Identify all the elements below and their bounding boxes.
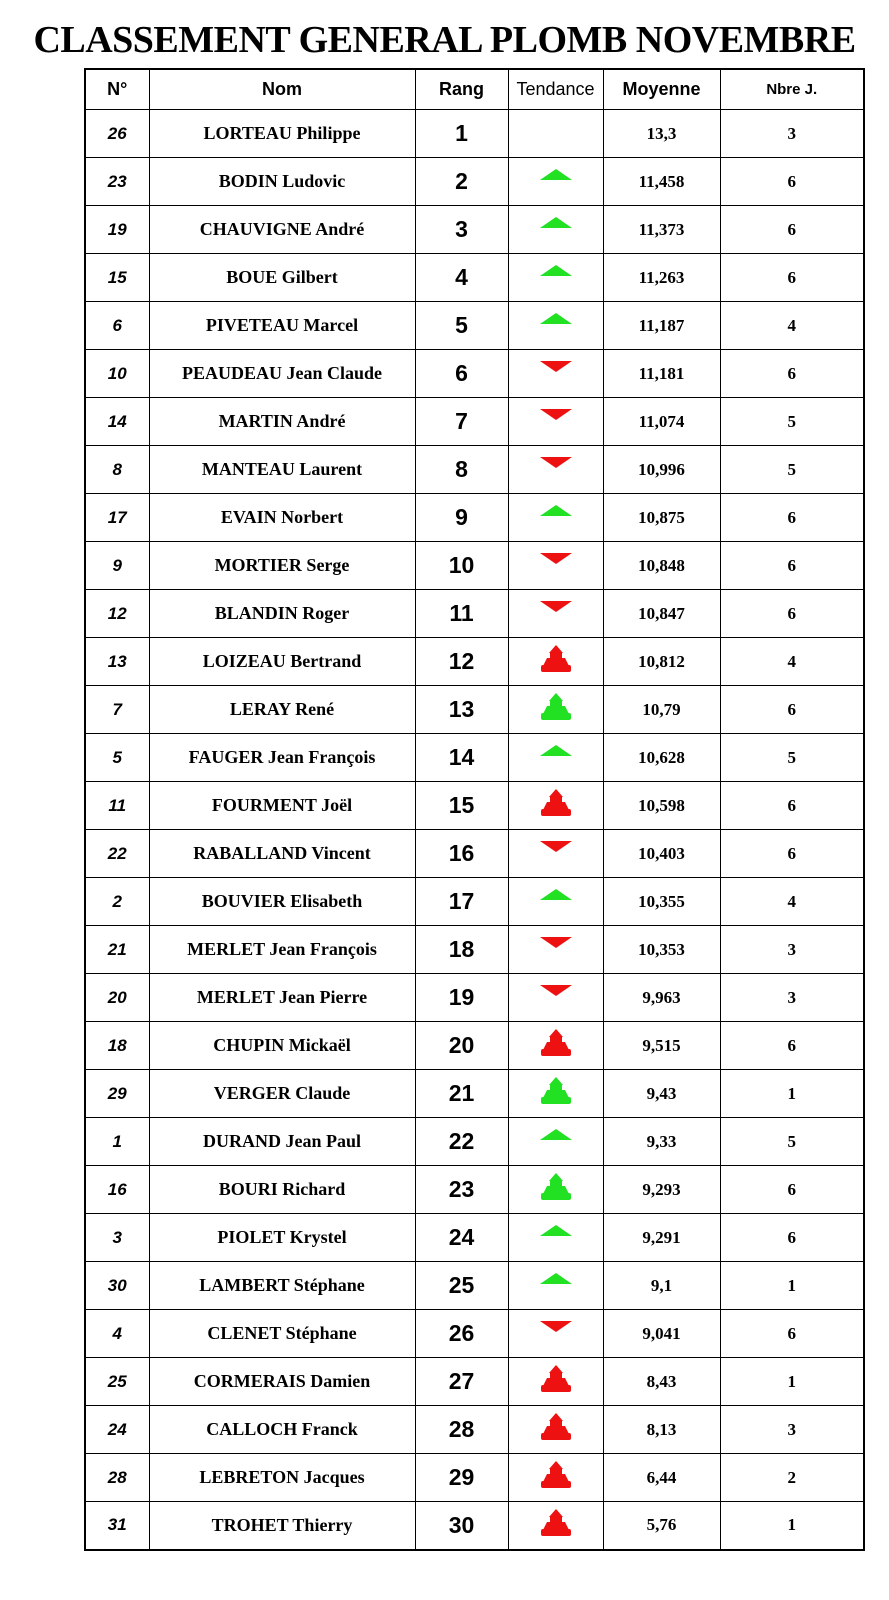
up-arrow-icon (537, 260, 575, 290)
cell-nom: DURAND Jean Paul (149, 1118, 415, 1166)
cell-rang: 21 (415, 1070, 508, 1118)
cell-num: 16 (85, 1166, 149, 1214)
cell-moyenne: 10,847 (603, 590, 720, 638)
cell-nbre: 6 (720, 1310, 864, 1358)
cell-nom: CLENET Stéphane (149, 1310, 415, 1358)
cell-nom: MARTIN André (149, 398, 415, 446)
cell-nbre: 5 (720, 734, 864, 782)
cell-tendance (508, 398, 603, 446)
cell-nbre: 1 (720, 1070, 864, 1118)
cell-rang: 12 (415, 638, 508, 686)
cell-tendance (508, 302, 603, 350)
cell-nom: LAMBERT Stéphane (149, 1262, 415, 1310)
cell-nbre: 5 (720, 398, 864, 446)
cell-num: 13 (85, 638, 149, 686)
cell-rang: 24 (415, 1214, 508, 1262)
table-row (85, 926, 864, 974)
cell-nbre: 6 (720, 782, 864, 830)
table-row (85, 158, 864, 206)
table-row (85, 734, 864, 782)
cell-rang: 4 (415, 254, 508, 302)
cell-nom: MERLET Jean François (149, 926, 415, 974)
down-arrow-icon (537, 1316, 575, 1346)
cell-moyenne: 10,353 (603, 926, 720, 974)
cell-moyenne: 11,187 (603, 302, 720, 350)
cell-num: 5 (85, 734, 149, 782)
big-up-icon (537, 692, 575, 722)
cell-nbre: 6 (720, 590, 864, 638)
down-arrow-icon (537, 836, 575, 866)
cell-rang: 17 (415, 878, 508, 926)
big-down-icon (537, 1508, 575, 1538)
cell-num: 22 (85, 830, 149, 878)
cell-nbre: 1 (720, 1358, 864, 1406)
cell-nom: RABALLAND Vincent (149, 830, 415, 878)
cell-rang: 23 (415, 1166, 508, 1214)
cell-num: 2 (85, 878, 149, 926)
cell-rang: 15 (415, 782, 508, 830)
big-down-icon (537, 1028, 575, 1058)
cell-nom: EVAIN Norbert (149, 494, 415, 542)
cell-rang: 20 (415, 1022, 508, 1070)
cell-rang: 22 (415, 1118, 508, 1166)
cell-nbre: 6 (720, 1214, 864, 1262)
cell-nom: CHAUVIGNE André (149, 206, 415, 254)
cell-moyenne: 9,33 (603, 1118, 720, 1166)
header-row (85, 69, 864, 110)
big-up-icon (537, 1172, 575, 1202)
header-nbre: Nbre J. (720, 69, 864, 110)
cell-moyenne: 10,628 (603, 734, 720, 782)
cell-tendance (508, 1166, 603, 1214)
down-arrow-icon (537, 404, 575, 434)
cell-num: 7 (85, 686, 149, 734)
cell-nom: PIVETEAU Marcel (149, 302, 415, 350)
up-arrow-icon (537, 740, 575, 770)
cell-tendance (508, 878, 603, 926)
table-row (85, 206, 864, 254)
cell-nom: LERAY René (149, 686, 415, 734)
cell-tendance (508, 110, 603, 158)
cell-moyenne: 11,074 (603, 398, 720, 446)
table-row (85, 1502, 864, 1550)
table-row (85, 1406, 864, 1454)
cell-moyenne: 5,76 (603, 1502, 720, 1550)
big-up-icon (537, 1076, 575, 1106)
table-row (85, 1310, 864, 1358)
cell-rang: 19 (415, 974, 508, 1022)
up-arrow-icon (537, 1268, 575, 1298)
header-nom: Nom (149, 69, 415, 110)
table-row (85, 1118, 864, 1166)
cell-nbre: 6 (720, 350, 864, 398)
down-arrow-icon (537, 548, 575, 578)
cell-nom: LORTEAU Philippe (149, 110, 415, 158)
cell-nom: MERLET Jean Pierre (149, 974, 415, 1022)
cell-nbre: 5 (720, 446, 864, 494)
cell-nom: LEBRETON Jacques (149, 1454, 415, 1502)
header-moyenne: Moyenne (603, 69, 720, 110)
cell-num: 12 (85, 590, 149, 638)
down-arrow-icon (537, 980, 575, 1010)
cell-tendance (508, 542, 603, 590)
cell-num: 9 (85, 542, 149, 590)
cell-nom: VERGER Claude (149, 1070, 415, 1118)
cell-nom: CORMERAIS Damien (149, 1358, 415, 1406)
cell-rang: 18 (415, 926, 508, 974)
cell-nbre: 3 (720, 974, 864, 1022)
table-row (85, 782, 864, 830)
cell-rang: 2 (415, 158, 508, 206)
cell-tendance (508, 1406, 603, 1454)
cell-moyenne: 11,181 (603, 350, 720, 398)
cell-num: 21 (85, 926, 149, 974)
cell-tendance (508, 1118, 603, 1166)
cell-tendance (508, 830, 603, 878)
cell-rang: 6 (415, 350, 508, 398)
down-arrow-icon (537, 932, 575, 962)
cell-rang: 11 (415, 590, 508, 638)
cell-num: 8 (85, 446, 149, 494)
cell-nom: BOURI Richard (149, 1166, 415, 1214)
table-row (85, 1454, 864, 1502)
cell-rang: 10 (415, 542, 508, 590)
cell-rang: 1 (415, 110, 508, 158)
cell-num: 4 (85, 1310, 149, 1358)
cell-nom: TROHET Thierry (149, 1502, 415, 1550)
down-arrow-icon (537, 452, 575, 482)
cell-tendance (508, 1022, 603, 1070)
table-row (85, 1070, 864, 1118)
cell-tendance (508, 686, 603, 734)
down-arrow-icon (537, 356, 575, 386)
cell-nom: MORTIER Serge (149, 542, 415, 590)
cell-num: 19 (85, 206, 149, 254)
cell-num: 3 (85, 1214, 149, 1262)
big-down-icon (537, 1364, 575, 1394)
cell-nom: BLANDIN Roger (149, 590, 415, 638)
cell-moyenne: 10,403 (603, 830, 720, 878)
cell-nbre: 6 (720, 494, 864, 542)
cell-rang: 8 (415, 446, 508, 494)
down-arrow-icon (537, 596, 575, 626)
cell-rang: 3 (415, 206, 508, 254)
cell-num: 29 (85, 1070, 149, 1118)
cell-num: 15 (85, 254, 149, 302)
big-down-icon (537, 1412, 575, 1442)
cell-rang: 16 (415, 830, 508, 878)
cell-moyenne: 9,293 (603, 1166, 720, 1214)
cell-tendance (508, 1358, 603, 1406)
cell-nbre: 6 (720, 206, 864, 254)
cell-tendance (508, 638, 603, 686)
cell-nbre: 6 (720, 1022, 864, 1070)
cell-nbre: 3 (720, 926, 864, 974)
cell-moyenne: 10,355 (603, 878, 720, 926)
cell-rang: 27 (415, 1358, 508, 1406)
cell-moyenne: 11,458 (603, 158, 720, 206)
cell-tendance (508, 590, 603, 638)
cell-num: 14 (85, 398, 149, 446)
cell-moyenne: 9,041 (603, 1310, 720, 1358)
table-row (85, 878, 864, 926)
cell-rang: 28 (415, 1406, 508, 1454)
cell-tendance (508, 1214, 603, 1262)
cell-moyenne: 10,875 (603, 494, 720, 542)
cell-moyenne: 8,13 (603, 1406, 720, 1454)
cell-tendance (508, 782, 603, 830)
table-row (85, 254, 864, 302)
up-arrow-icon (537, 884, 575, 914)
cell-rang: 14 (415, 734, 508, 782)
table-row (85, 1022, 864, 1070)
cell-num: 11 (85, 782, 149, 830)
cell-moyenne: 10,996 (603, 446, 720, 494)
table-row (85, 302, 864, 350)
cell-tendance (508, 158, 603, 206)
cell-moyenne: 9,1 (603, 1262, 720, 1310)
table-row (85, 1358, 864, 1406)
cell-nbre: 3 (720, 110, 864, 158)
big-down-icon (537, 644, 575, 674)
cell-moyenne: 8,43 (603, 1358, 720, 1406)
up-arrow-icon (537, 1124, 575, 1154)
table-row (85, 542, 864, 590)
big-down-icon (537, 788, 575, 818)
table-body (85, 110, 864, 1550)
cell-moyenne: 10,848 (603, 542, 720, 590)
cell-moyenne: 11,263 (603, 254, 720, 302)
header-num: N° (85, 69, 149, 110)
cell-nbre: 3 (720, 1406, 864, 1454)
up-arrow-icon (537, 212, 575, 242)
cell-nom: CHUPIN Mickaël (149, 1022, 415, 1070)
table-row (85, 1262, 864, 1310)
ranking-table (84, 68, 865, 1551)
table-row (85, 974, 864, 1022)
cell-moyenne: 6,44 (603, 1454, 720, 1502)
table-row (85, 1166, 864, 1214)
page-title: CLASSEMENT GENERAL PLOMB NOVEMBRE (33, 19, 856, 61)
cell-nbre: 5 (720, 1118, 864, 1166)
up-arrow-icon (537, 308, 575, 338)
cell-nbre: 4 (720, 878, 864, 926)
cell-nom: BOUVIER Elisabeth (149, 878, 415, 926)
cell-nbre: 4 (720, 638, 864, 686)
big-down-icon (537, 1460, 575, 1490)
cell-nbre: 6 (720, 686, 864, 734)
cell-num: 18 (85, 1022, 149, 1070)
table-row (85, 830, 864, 878)
cell-moyenne: 10,598 (603, 782, 720, 830)
cell-tendance (508, 734, 603, 782)
cell-nom: BOUE Gilbert (149, 254, 415, 302)
table-row (85, 350, 864, 398)
cell-nbre: 6 (720, 254, 864, 302)
table-row (85, 590, 864, 638)
cell-nom: FAUGER Jean François (149, 734, 415, 782)
cell-tendance (508, 1262, 603, 1310)
table-row (85, 1214, 864, 1262)
cell-nbre: 6 (720, 542, 864, 590)
header-rang: Rang (415, 69, 508, 110)
cell-rang: 26 (415, 1310, 508, 1358)
header-tendance: Tendance (508, 69, 603, 110)
cell-rang: 5 (415, 302, 508, 350)
cell-moyenne: 9,515 (603, 1022, 720, 1070)
table-row (85, 494, 864, 542)
cell-tendance (508, 206, 603, 254)
cell-tendance (508, 494, 603, 542)
up-arrow-icon (537, 500, 575, 530)
cell-num: 1 (85, 1118, 149, 1166)
cell-num: 26 (85, 110, 149, 158)
cell-nbre: 6 (720, 830, 864, 878)
cell-nbre: 6 (720, 158, 864, 206)
cell-nom: PEAUDEAU Jean Claude (149, 350, 415, 398)
cell-tendance (508, 926, 603, 974)
cell-moyenne: 9,963 (603, 974, 720, 1022)
cell-tendance (508, 974, 603, 1022)
table-row (85, 110, 864, 158)
table-row (85, 638, 864, 686)
cell-rang: 9 (415, 494, 508, 542)
cell-num: 6 (85, 302, 149, 350)
up-arrow-icon (537, 164, 575, 194)
cell-tendance (508, 350, 603, 398)
cell-num: 17 (85, 494, 149, 542)
cell-rang: 7 (415, 398, 508, 446)
cell-num: 23 (85, 158, 149, 206)
cell-nom: CALLOCH Franck (149, 1406, 415, 1454)
cell-num: 28 (85, 1454, 149, 1502)
cell-nbre: 1 (720, 1502, 864, 1550)
cell-nbre: 1 (720, 1262, 864, 1310)
cell-nom: FOURMENT Joël (149, 782, 415, 830)
cell-tendance (508, 1454, 603, 1502)
cell-num: 25 (85, 1358, 149, 1406)
table-row (85, 686, 864, 734)
table-row (85, 446, 864, 494)
cell-nbre: 2 (720, 1454, 864, 1502)
cell-tendance (508, 1070, 603, 1118)
cell-nom: LOIZEAU Bertrand (149, 638, 415, 686)
cell-moyenne: 10,79 (603, 686, 720, 734)
cell-moyenne: 11,373 (603, 206, 720, 254)
cell-nom: MANTEAU Laurent (149, 446, 415, 494)
cell-tendance (508, 254, 603, 302)
cell-num: 10 (85, 350, 149, 398)
cell-moyenne: 13,3 (603, 110, 720, 158)
cell-nbre: 6 (720, 1166, 864, 1214)
cell-rang: 25 (415, 1262, 508, 1310)
cell-tendance (508, 1310, 603, 1358)
cell-nbre: 4 (720, 302, 864, 350)
cell-rang: 13 (415, 686, 508, 734)
cell-moyenne: 9,43 (603, 1070, 720, 1118)
cell-moyenne: 10,812 (603, 638, 720, 686)
cell-moyenne: 9,291 (603, 1214, 720, 1262)
cell-num: 30 (85, 1262, 149, 1310)
cell-rang: 30 (415, 1502, 508, 1550)
cell-tendance (508, 1502, 603, 1550)
cell-num: 24 (85, 1406, 149, 1454)
cell-tendance (508, 446, 603, 494)
up-arrow-icon (537, 1220, 575, 1250)
cell-num: 20 (85, 974, 149, 1022)
cell-num: 31 (85, 1502, 149, 1550)
cell-nom: BODIN Ludovic (149, 158, 415, 206)
table-row (85, 398, 864, 446)
cell-rang: 29 (415, 1454, 508, 1502)
cell-nom: PIOLET Krystel (149, 1214, 415, 1262)
